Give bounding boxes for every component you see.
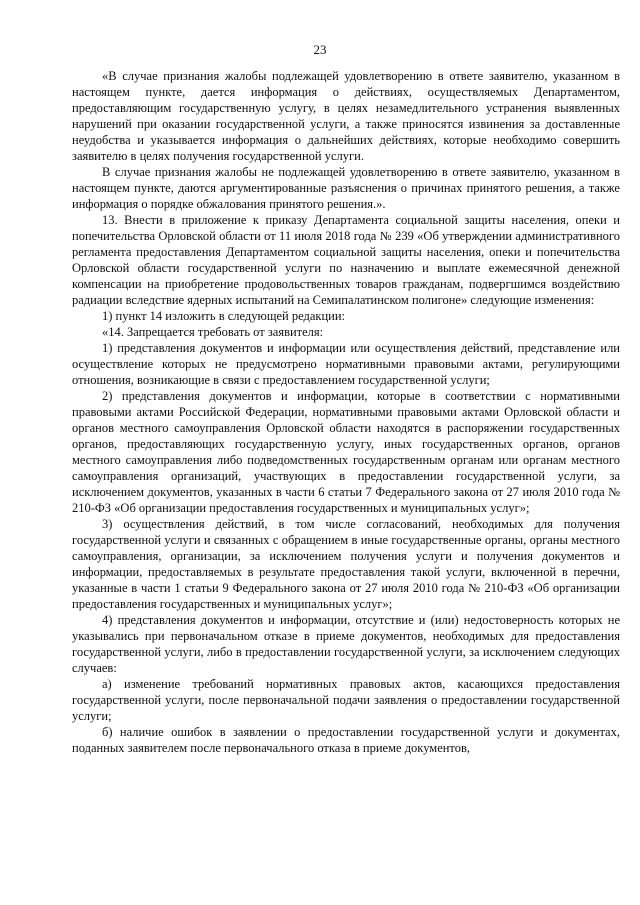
- paragraph-complaint-upheld: «В случае признания жалобы подлежащей удовлетворению в ответе заявителю, указанном в настоящем пункте, дается информация о действиях, осуществляемых Департаментом, предоставляющим государственную услугу, в целях незамедлительного устранения выявленных нарушений при оказании государственной услуги, а также приносятся извинения за доставленные неудобства и указывается информация о дальнейших действиях, которые необходимо совершить заявителю в целях получения государственной услуги.: [72, 69, 620, 163]
- paragraph-subitem-1: 1) представления документов и информации или осуществления действий, представление или осуществление которых не предусмотрено нормативными правовыми актами, регулирующими отношения, возникающие в связи с предоставлением государственной услуги;: [72, 341, 620, 387]
- document-body: [72, 68, 620, 756]
- paragraph-point-14-intro: 1) пункт 14 изложить в следующей редакции:: [102, 309, 345, 323]
- paragraph-point-14-heading: «14. Запрещается требовать от заявителя:: [102, 325, 324, 339]
- paragraph-case-a: а) изменение требований нормативных правовых актов, касающихся предоставления государственной услуги, после первоначальной подачи заявления о предоставлении государственной услуги;: [72, 677, 620, 723]
- page-number: 23: [313, 42, 327, 57]
- paragraph-subitem-4: 4) представления документов и информации, отсутствие и (или) недостоверность которых не указывались при первоначальном отказе в приеме документов, необходимых для предоставления государственной услуги, либо в предоставлении государственной услуги, за исключением следующих случаев:: [72, 613, 620, 675]
- paragraph-item-13: 13. Внести в приложение к приказу Департамента социальной защиты населения, опеки и попечительства Орловской области от 11 июля 2018 года № 239 «Об утверждении административного регламента предоставления Департаментом социальной защиты населения, опеки и попечительства Орловской области государственной услуги по назначению и выплате ежемесячной денежной компенсации на приобретение продовольственных товаров гражданам, подвергшимся воздействию радиации вследствие ядерных испытаний на Семипалатинском полигоне» следующие изменения:: [72, 213, 620, 307]
- paragraph-subitem-3: 3) осуществления действий, в том числе согласований, необходимых для получения государственной услуги и связанных с обращением в иные государственные органы, органы местного самоуправления, организации, за исключением получения услуги и получения документов и информации, предоставляемых в результате предоставления такой услуги, включенной в перечни, указанные в части 1 статьи 9 Федерального закона от 27 июля 2010 года № 210-ФЗ «Об организации предоставления государственных и муниципальных услуг»;: [72, 517, 620, 611]
- paragraph-complaint-rejected: В случае признания жалобы не подлежащей удовлетворению в ответе заявителю, указанном в настоящем пункте, даются аргументированные разъяснения о причинах принятого решения, а также информация о порядке обжалования принятого решения.».: [72, 165, 620, 211]
- paragraph-subitem-2: 2) представления документов и информации, которые в соответствии с нормативными правовыми актами Российской Федерации, нормативными правовыми актами Орловской области и органов местного самоуправления Орловской области находятся в распоряжении государственных органов, предоставляющих государственную услугу, иных государственных органов, органов местного самоуправления либо подведомственных государственным органам или органам местного самоуправления организаций, участвующих в предоставлении государственной услуги, за исключением документов, указанных в части 6 статьи 7 Федерального закона от 27 июля 2010 года № 210-ФЗ «Об организации предоставления государственных и муниципальных услуг»;: [72, 389, 620, 515]
- paragraph-case-b: б) наличие ошибок в заявлении о предоставлении государственной услуги и документах, поданных заявителем после первоначального отказа в приеме документов,: [72, 725, 620, 755]
